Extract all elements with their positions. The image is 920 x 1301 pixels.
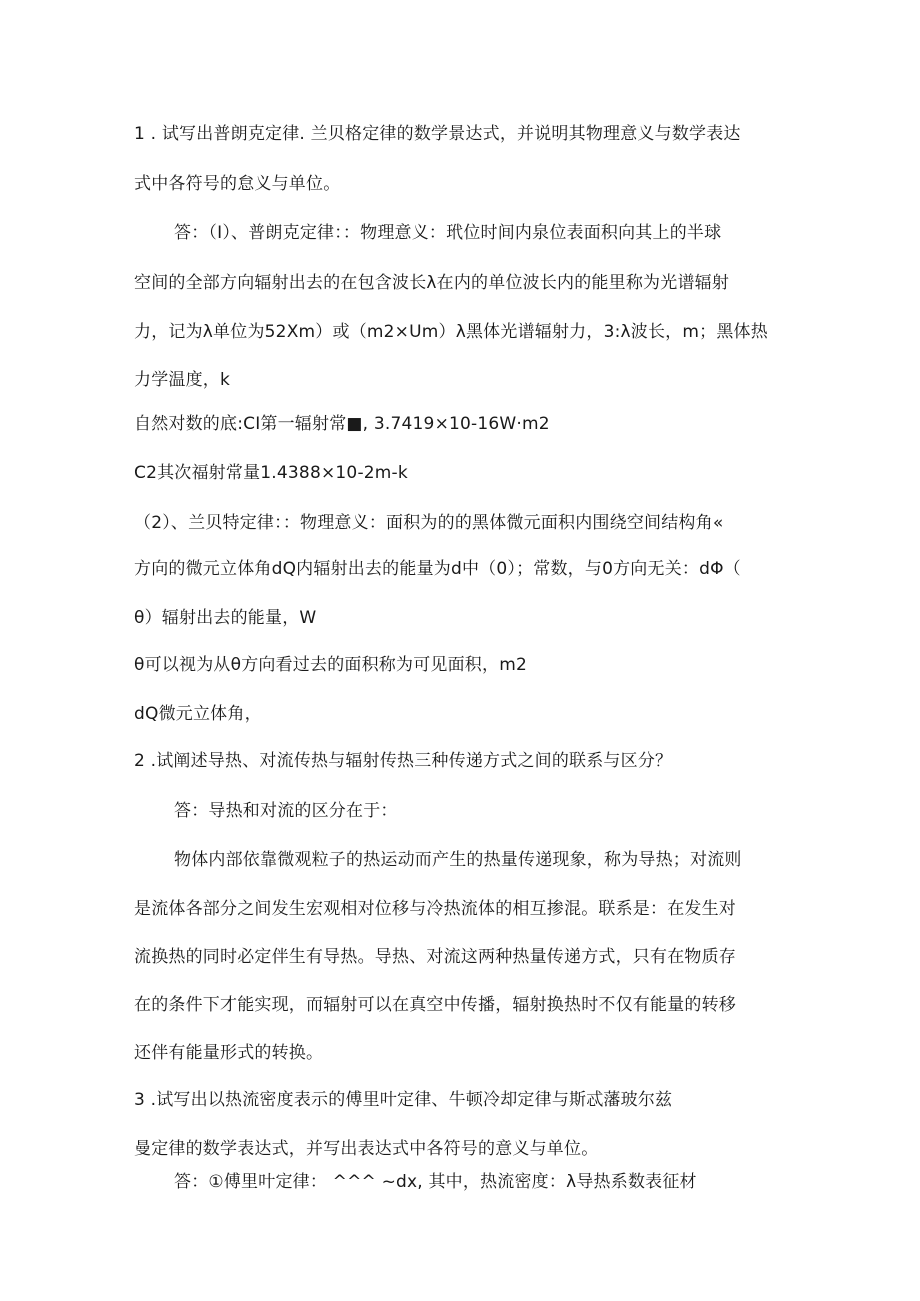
answer-1-line-11: dQ微元立体角， xyxy=(134,704,262,724)
answer-1-line-9: θ）辐射出去的能量，W xyxy=(134,608,317,628)
answer-2-line-1: 答：导热和对流的区分在于： xyxy=(174,801,398,821)
answer-2-line-2: 物体内部依靠微观粒子的热运动而产生的热量传递现象，称为导热；对流则 xyxy=(174,850,742,870)
question-2-line-1: 2 .试阐述导热、对流传热与辐射传热三种传递方式之间的联系与区分？ xyxy=(134,751,673,771)
answer-2-line-4: 流换热的同时必定伴生有导热。导热、对流这两种热量传递方式，只有在物质存 xyxy=(134,947,736,967)
answer-1-line-3: 力，记为λ单位为52Xm）或（m2×Um）λ黑体光谱辐射力，3:λ波长，m；黑体热 xyxy=(134,322,768,342)
question-3-line-2: 曼定律的数学表达式，并写出表达式中各符号的意义与单位。 xyxy=(134,1139,599,1159)
answer-1-line-7: （2）、兰贝特定律：：物理意义：面积为的的黑体微元面积内围绕空间结构角« xyxy=(134,513,724,533)
question-1-line-2: 式中各符号的怠义与单位。 xyxy=(134,174,341,194)
answer-1-line-2: 空间的全部方向辐射出去的在包含波长λ在内的单位波长内的能里称为光谱辐射 xyxy=(134,273,730,293)
answer-1-line-5: 自然对数的底:CI第一辐射常■, 3.7419×10-16W·m2 xyxy=(134,414,550,434)
answer-1-line-8: 方向的微元立体角dQ内辐射出去的能量为d中（0）；常数，与0方向无关：dΦ（ xyxy=(134,559,741,579)
question-3-line-1: 3 .试写出以热流密度表示的傅里叶定律、牛顿冷却定律与斯忒藩玻尔兹 xyxy=(134,1090,673,1110)
answer-3-line-1: 答：①傅里叶定律： ^^^ ~dx, 其中，热流密度：λ导热系数表征材 xyxy=(174,1172,697,1192)
answer-1-line-1: 答：（I）、普朗克定律：：物理意义：玳位时间内泉位表面积向其上的半球 xyxy=(174,223,722,243)
answer-1-line-4: 力学温度，k xyxy=(134,370,231,390)
question-1-line-1: 1 . 试写出普朗克定律. 兰贝格定律的数学景达式，并说明其物理意义与数学表达 xyxy=(134,124,741,144)
answer-1-line-6: C2其次福射常量1.4388×10-2m-k xyxy=(134,463,408,483)
answer-2-line-5: 在的条件下才能实现，而辐射可以在真空中传播，辐射换热时不仅有能量的转移 xyxy=(134,995,736,1015)
answer-2-line-6: 还伴有能量形式的转换。 xyxy=(134,1043,324,1063)
answer-1-line-10: θ可以视为从θ方向看过去的面积称为可见面积，m2 xyxy=(134,655,527,675)
answer-2-line-3: 是流体各部分之间发生宏观相对位移与冷热流体的相互掺混。联系是：在发生对 xyxy=(134,899,736,919)
